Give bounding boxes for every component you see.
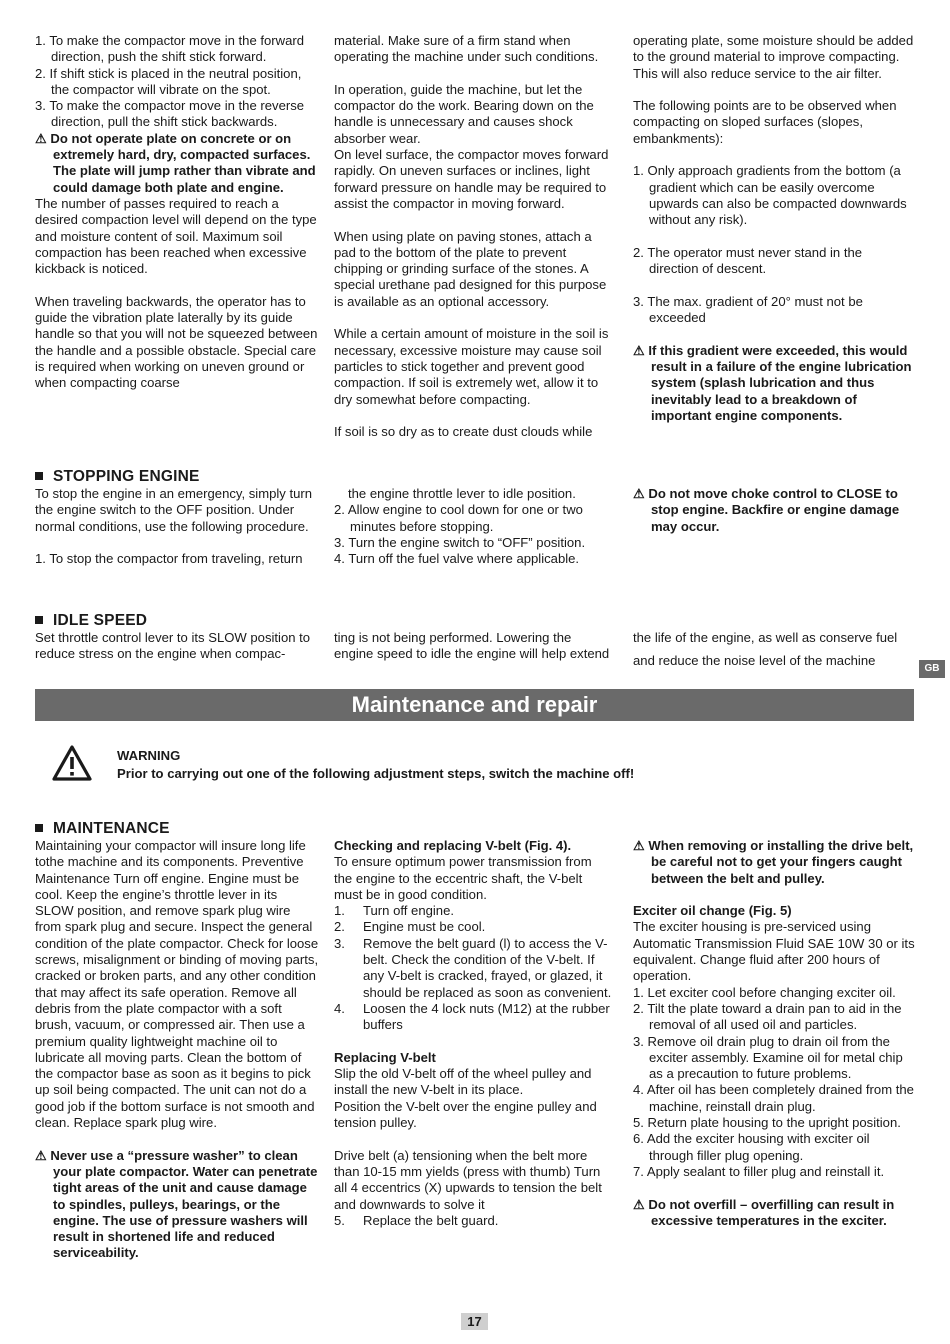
square-bullet-icon — [35, 616, 43, 624]
paragraph: In operation, guide the machine, but let the compactor do the work. Bearing down on the handle is unnecessary and causes shock absorber wear. — [334, 81, 594, 146]
paragraph: The number of passes required to reach a desired compaction level will depend on the type and moisture content of soil. Maximum soil compaction has been reached when excessive kickback is noticed. — [35, 195, 317, 277]
stopping-column-1 — [35, 486, 319, 567]
warning-box-text — [117, 747, 634, 783]
list-item: 2. If shift stick is placed in the neutral position, the compactor will vibrate on the spot. — [35, 65, 302, 97]
paragraph: Set throttle control lever to its SLOW position to reduce stress on the engine when compac- — [35, 630, 311, 662]
paragraph: On level surface, the compactor moves forward rapidly. On uneven surfaces or inclines, light forward pressure on handle may be required to assist the compactor in moving forward. — [334, 147, 609, 211]
warning-note: ⚠ If this gradient were exceeded, this would result in a failure of the engine lubrication system (splash lubrication and thus inevitably lead to a breakdown of important engine components. — [633, 342, 912, 423]
list-item: the engine throttle lever to idle position. — [348, 486, 576, 501]
list-item: 2. Allow engine to cool down for one or two minutes before stopping. — [334, 502, 583, 534]
paragraph: Maintaining your compactor will insure long life tothe machine and its components. Preventive Maintenance Turn off engine. Engine must be cool. Keep the engine’s throttle lever in its SLOW position, and remove spark plug wire from spark plug and secure. Inspect the general condition of the plate compactor. Check for loose screws, misalignment or binding of moving parts, cracked or broken parts, and any other condition that may affect its safe operation. Remove all debris from the plate compactor with a soft brush, vacuum, or compressed air. Then use a premium quality lightweight machine oil to lubricate all moving parts. Clean the bottom of the compactor base as soon as it begins to pick up soil being compacted. The unit can not do a good job if the bottom surface is not smooth and clean. Replace spark plug wire. — [35, 838, 319, 1131]
paragraph: Position the V-belt over the engine pulley and tension pulley. — [334, 1098, 597, 1131]
idle-column-2 — [334, 630, 612, 663]
warning-title: WARNING — [117, 748, 181, 763]
list-item: 3. Turn the engine switch to “OFF” position. — [334, 534, 586, 550]
warning-message: Prior to carrying out one of the following adjustment steps, switch the machine off! — [117, 766, 635, 781]
list-item: 1. Only approach gradients from the bottom (a gradient which can be easily overcome upwards can also be compacted downwards without any risk). — [633, 163, 907, 228]
list-item: 1. Let exciter cool before changing exciter oil. — [633, 984, 896, 1000]
page-number: 17 — [461, 1313, 488, 1330]
maintenance-column-1 — [35, 838, 319, 1262]
paragraph: When traveling backwards, the operator has to guide the vibration plate laterally by its guide handle so that you will not be squeezed between the handle and a possible obstacle. Special care is required when working on uneven ground or when compacting coarse — [35, 293, 318, 391]
paragraph: and reduce the noise level of the machine — [633, 653, 876, 669]
list-item: 4. Turn off the fuel valve where applicable. — [334, 551, 580, 567]
paragraph: the life of the engine, as well as conserve fuel — [633, 630, 898, 645]
stopping-engine-heading: STOPPING ENGINE — [35, 469, 200, 485]
list-item: 3. Remove the belt guard (l) to access the V-belt. Check the condition of the V-belt. If any V-belt is cracked, frayed, or glazed, it should be replaced as soon as convenient. — [334, 935, 612, 1000]
warning-note: ⚠ Do not move choke control to CLOSE to stop engine. Backfire or engine damage may occur. — [633, 486, 900, 534]
warning-triangle-icon — [52, 745, 92, 781]
square-bullet-icon — [35, 472, 43, 480]
paragraph: To ensure optimum power transmission from the engine to the eccentric shaft, the V-belt must be in good condition. — [334, 854, 592, 902]
warning-note: ⚠ Do not operate plate on concrete or on extremely hard, dry, compacted surfaces. The plate will jump rather than vibrate and could damage both plate and engine. — [35, 130, 316, 195]
list-item: 3. Remove oil drain plug to drain oil from the exciter assembly. Examine oil for metal chip as a precaution to future problems. — [633, 1033, 903, 1082]
maintenance-column-2 — [334, 838, 612, 1229]
idle-column-3 — [633, 630, 915, 670]
paragraph: While a certain amount of moisture in the soil is necessary, excessive moisture may cause soil particles to stick together and prevent good compaction. If soil is extremely wet, allow it to dry somewhat before compacting. — [334, 326, 609, 407]
list-item: 4. Loosen the 4 lock nuts (M12) at the rubber buffers — [334, 1000, 610, 1033]
stopping-column-3 — [633, 486, 915, 535]
warning-note: ⚠ Do not overfill – overfilling can result in excessive temperatures in the exciter. — [633, 1196, 895, 1228]
stopping-column-2 — [334, 486, 612, 567]
paragraph: If soil is so dry as to create dust clouds while — [334, 424, 593, 440]
list-item: 1. Turn off engine. — [334, 903, 454, 919]
list-item: 7. Apply sealant to filler plug and reinstall it. — [633, 1163, 885, 1179]
list-item: 2. Engine must be cool. — [334, 919, 486, 935]
subheading: Replacing V-belt — [334, 1049, 436, 1065]
paragraph: To stop the engine in an emergency, simply turn the engine switch to the OFF position. Under normal conditions, use the following procedure. — [35, 486, 313, 534]
subheading: Checking and replacing V-belt (Fig. 4). — [334, 838, 572, 853]
list-item: 5. Return plate housing to the upright position. — [633, 1115, 901, 1131]
operation-column-2 — [334, 33, 612, 440]
language-tab: GB — [919, 660, 945, 678]
section-title-band: Maintenance and repair — [35, 689, 914, 721]
list-item: 3. The max. gradient of 20° must not be exceeded — [633, 293, 863, 326]
warning-note: ⚠ Never use a “pressure washer” to clean your plate compactor. Water can penetrate tight areas of the unit and cause damage to spindles, pulleys, bearings, or the engine. The use of pressure washers will result in shortened life and reduced serviceability. — [35, 1147, 318, 1261]
subheading: Exciter oil change (Fig. 5) — [633, 903, 792, 919]
list-item: 1. To stop the compactor from traveling, return — [35, 551, 303, 567]
operation-column-3 — [633, 33, 915, 424]
maintenance-column-3 — [633, 838, 915, 1229]
paragraph: When using plate on paving stones, attach a pad to the bottom of the plate to prevent chipping or grinding surface of the stones. A special urethane pad designed for this purpose is available as an optional accessory. — [334, 228, 607, 309]
idle-speed-heading: IDLE SPEED — [35, 613, 147, 629]
idle-column-1 — [35, 630, 319, 663]
list-item: 2. The operator must never stand in the direction of descent. — [633, 244, 863, 277]
operation-column-1 — [35, 33, 319, 392]
list-item: 3. To make the compactor move in the reverse direction, pull the shift stick backwards. — [35, 98, 305, 130]
list-item: 4. After oil has been completely drained from the machine, reinstall drain plug. — [633, 1082, 914, 1114]
paragraph: operating plate, some moisture should be added to the ground material to improve compacting. This will also reduce service to the air filter. — [633, 33, 914, 81]
list-item: 6. Add the exciter housing with exciter oil through filler plug opening. — [633, 1131, 870, 1163]
paragraph: Slip the old V-belt off of the wheel pulley and install the new V-belt in its place. — [334, 1066, 592, 1098]
list-item: 5. Replace the belt guard. — [334, 1212, 499, 1228]
warning-note: ⚠ When removing or installing the drive belt, be careful not to get your fingers caught between the belt and pulley. — [633, 838, 914, 886]
paragraph: The exciter housing is pre-serviced using Automatic Transmission Fluid SAE 10W 30 or its equivalent. Change fluid after 200 hours of operation. — [633, 919, 915, 984]
paragraph: material. Make sure of a firm stand when operating the machine under such conditions. — [334, 33, 599, 65]
paragraph: Drive belt (a) tensioning when the belt more than 10-15 mm yields (press with thumb) Turn all 4 eccentrics (X) upwards to tension the belt and downwards to solve it — [334, 1147, 602, 1212]
list-item: 1. To make the compactor move in the forward direction, push the shift stick forward. — [35, 33, 305, 65]
paragraph: The following points are to be observed when compacting on sloped surfaces (slopes, embankments): — [633, 98, 897, 146]
list-item: 2. Tilt the plate toward a drain pan to aid in the removal of all used oil and particles. — [633, 1000, 902, 1033]
square-bullet-icon — [35, 824, 43, 832]
paragraph: ting is not being performed. Lowering the engine speed to idle the engine will help extend — [334, 630, 610, 662]
maintenance-heading: MAINTENANCE — [35, 821, 170, 837]
